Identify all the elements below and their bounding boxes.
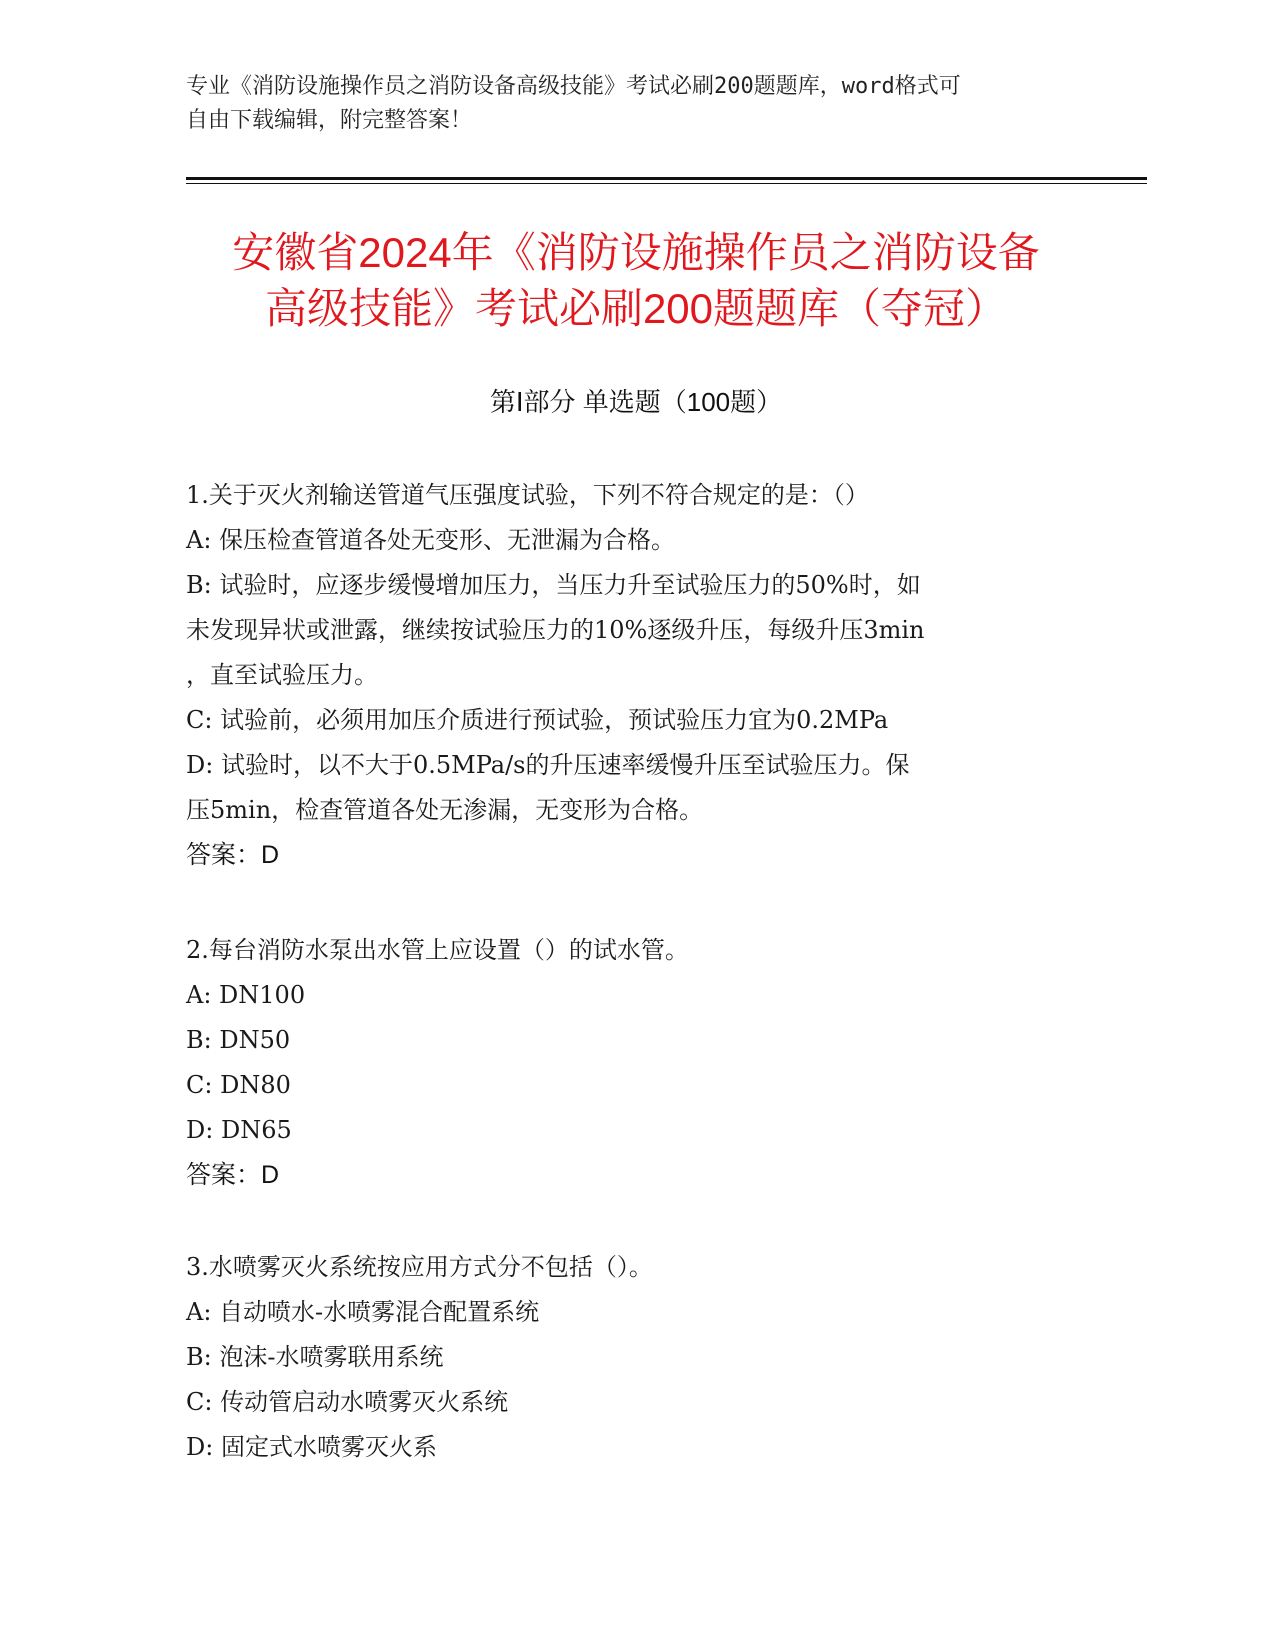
question-block xyxy=(186,928,1086,1198)
option-b: B: 泡沫-水喷雾联用系统 xyxy=(186,1343,444,1371)
header-note xyxy=(186,70,1066,138)
option-d-continued: 压5min，检查管道各处无渗漏，无变形为合格。 xyxy=(186,796,704,824)
option-a: A: 保压检查管道各处无变形、无泄漏为合格。 xyxy=(186,526,676,554)
option-c: C: 试验前，必须用加压介质进行预试验，预试验压力宜为0.2MPa xyxy=(186,706,889,734)
question-stem: 2.每台消防水泵出水管上应设置（）的试水管。 xyxy=(186,936,689,964)
option-b: B: 试验时，应逐步缓慢增加压力，当压力升至试验压力的50%时，如 xyxy=(186,571,921,599)
option-a: A: 自动喷水-水喷雾混合配置系统 xyxy=(186,1298,540,1326)
document-title-line-1: 安徽省2024年《消防设施操作员之消防设备 xyxy=(232,229,1040,276)
header-note-line-1: 专业《消防设施操作员之消防设备高级技能》考试必刷200题题库，word格式可 xyxy=(186,74,961,99)
header-divider-thick xyxy=(186,177,1147,180)
document-title xyxy=(186,225,1086,337)
document-title-line-2: 高级技能》考试必刷200题题库（夺冠） xyxy=(264,285,1008,332)
option-d: D: 试验时，以不大于0.5MPa/s的升压速率缓慢升压至试验压力。保 xyxy=(186,751,910,779)
question-block xyxy=(186,1245,1086,1470)
option-b: B: DN50 xyxy=(186,1026,291,1054)
option-c: C: 传动管启动水喷雾灭火系统 xyxy=(186,1388,509,1416)
header-divider-thin xyxy=(186,183,1147,184)
answer-line: 答案：D xyxy=(186,1161,280,1189)
answer-line: 答案：D xyxy=(186,841,280,869)
question-block xyxy=(186,473,1086,878)
option-d: D: DN65 xyxy=(186,1116,292,1144)
section-heading: 第Ⅰ部分 单选题（100题） xyxy=(489,387,783,417)
question-stem: 3.水喷雾灭火系统按应用方式分不包括（）。 xyxy=(186,1253,653,1281)
option-b-continued: 未发现异状或泄露，继续按试验压力的10%逐级升压，每级升压3min xyxy=(186,616,925,644)
question-stem: 1.关于灭火剂输送管道气压强度试验，下列不符合规定的是：（） xyxy=(186,481,869,509)
option-a: A: DN100 xyxy=(186,981,306,1009)
option-b-continued: ，直至试验压力。 xyxy=(186,661,378,689)
header-note-line-2: 自由下载编辑，附完整答案！ xyxy=(186,108,473,133)
option-d: D: 固定式水喷雾灭火系 xyxy=(186,1433,437,1461)
option-c: C: DN80 xyxy=(186,1071,291,1099)
